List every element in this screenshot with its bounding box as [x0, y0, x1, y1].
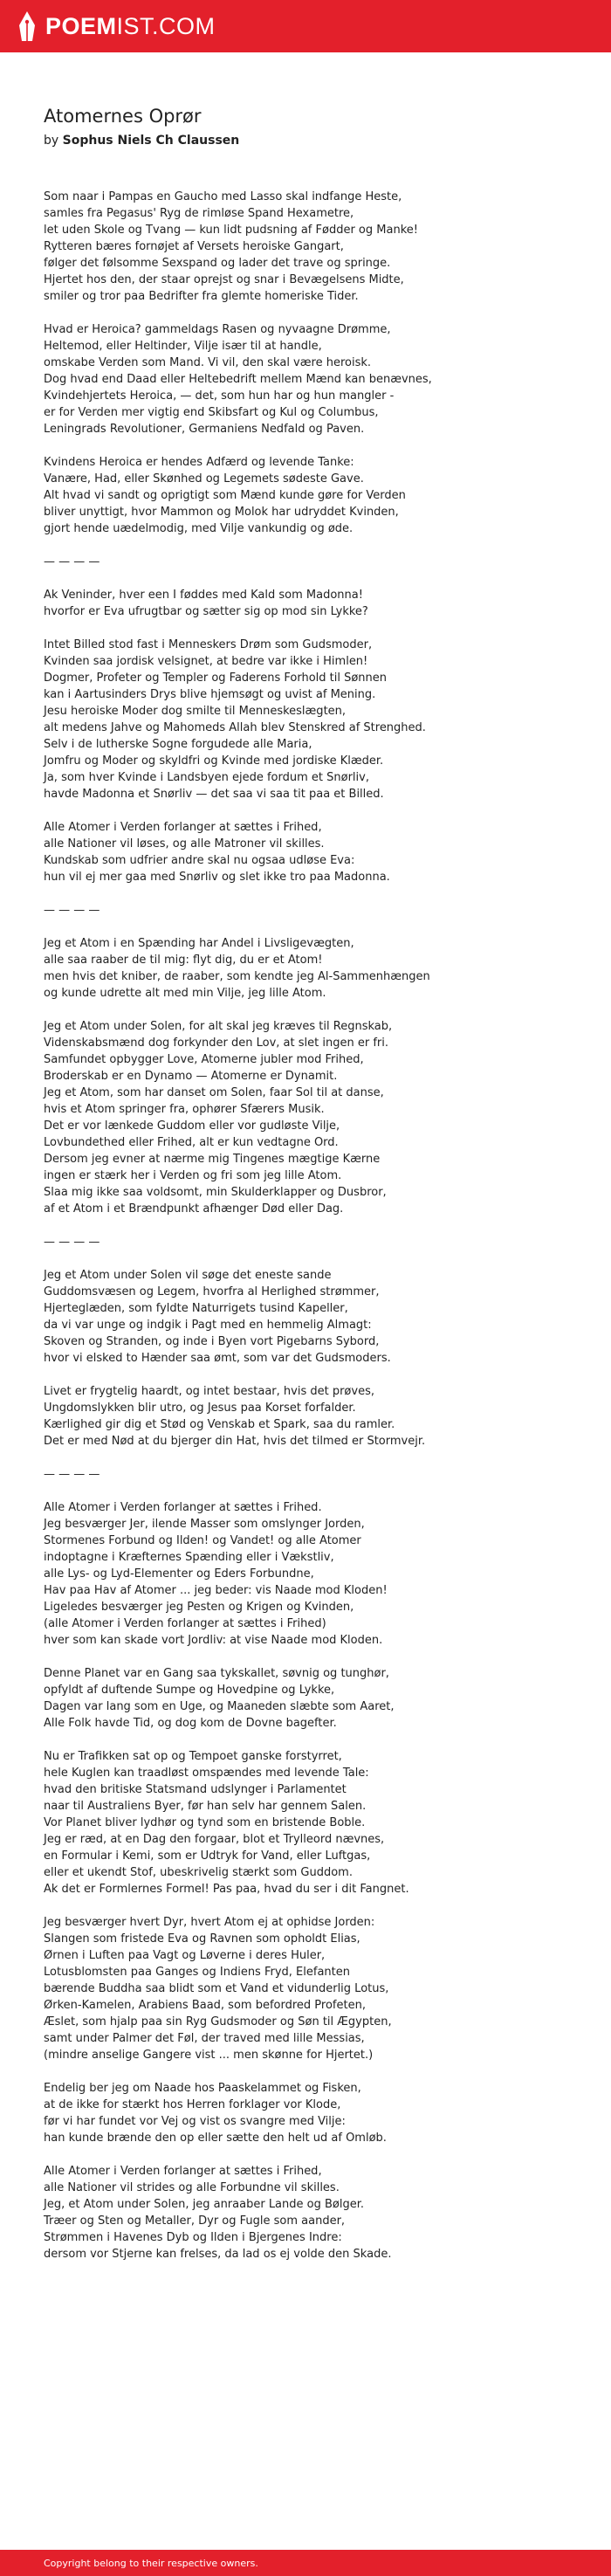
poem-line: Jeg besværger hvert Dyr, hvert Atom ej at ophidse Jorden:	[44, 1916, 375, 1929]
poem-line: Samfundet opbygger Love, Atomerne jubler mod Frihed,	[44, 1053, 364, 1066]
poem-line: hun vil ej mer gaa med Snørliv og slet ikke tro paa Madonna.	[44, 871, 390, 884]
poem-title: Atomernes Oprør	[44, 106, 202, 127]
poem-line: han kunde brænde den op eller sætte den helt ud af Omløb.	[44, 2132, 387, 2145]
site-logo-link[interactable]	[17, 10, 216, 43]
poem-line: Ligeledes besværger jeg Pesten og Krigen og Kvinden,	[44, 1601, 354, 1614]
poem-stanza	[44, 1499, 585, 1649]
poem-line: (mindre anselige Gangere vist ... men skønne for Hjertet.)	[44, 2049, 374, 2062]
poem-stanza	[44, 587, 585, 620]
poem-line: opfyldt af duftende Sumpe og Hovedpine og Lykke,	[44, 1684, 335, 1697]
poem-line: Slaa mig ikke saa voldsomt, min Skulderklapper og Dusbror,	[44, 1186, 387, 1199]
poem-line: hele Kuglen kan traadløst omspændes med levende Tale:	[44, 1767, 369, 1780]
poem-line: hvor vi elsked to Hænder saa ømt, som var det Gudsmoders.	[44, 1352, 391, 1365]
poem-line: Hjerteglæden, som fyldte Naturrigets tusind Kapeller,	[44, 1302, 348, 1315]
poem-line: Jomfru og Moder og skyldfri og Kvinde med jordiske Klæder.	[44, 754, 384, 768]
poem-line: Dogmer, Profeter og Templer og Faderens Forhold til Sønnen	[44, 672, 388, 685]
poem-stanza	[44, 1665, 585, 1732]
poem-line: Jeg er ræd, at en Dag den forgaar, blot et Trylleord nævnes,	[44, 1833, 385, 1846]
poem-line: Jesu heroiske Moder dog smilte til Menneskeslægten,	[44, 705, 347, 718]
poem-line: Lovbundethed eller Frihed, alt er kun vedtagne Ord.	[44, 1136, 339, 1149]
poem-line: Kundskab som udfrier andre skal nu ogsaa udløse Eva:	[44, 854, 355, 867]
poem-line: Hjertet hos den, der staar oprejst og snar i Bevægelsens Midte,	[44, 273, 404, 286]
poem-line: Alt hvad vi sandt og oprigtigt som Mænd kunde gøre for Verden	[44, 489, 406, 502]
poem-line: Jeg et Atom, som har danset om Solen, faar Sol til at danse,	[44, 1086, 384, 1099]
poem-line: — — — —	[44, 1236, 100, 1249]
poem-stanza	[44, 189, 585, 305]
poem-line: men hvis det kniber, de raaber, som kendte jeg Al-Sammenhængen	[44, 970, 430, 983]
by-label: by	[44, 134, 59, 148]
poem-line: Slangen som fristede Eva og Ravnen som opholdt Elias,	[44, 1932, 360, 1946]
poem-line: indoptagne i Kræfternes Spænding eller i Vækstliv,	[44, 1551, 334, 1564]
poem-line: Vor Planet bliver lydhør og tynd som en bristende Boble.	[44, 1816, 366, 1829]
poem-line: — — — —	[44, 904, 100, 917]
poem-line: dersom vor Stjerne kan frelses, da lad os ej volde den Skade.	[44, 2248, 392, 2261]
poem-line: Dagen var lang som en Uge, og Maaneden slæbte som Aaret,	[44, 1700, 395, 1713]
poem-stanza	[44, 819, 585, 885]
poem-line: gjort hende uædelmodig, med Vilje vankundig og øde.	[44, 522, 354, 535]
poem-stanza	[44, 454, 585, 537]
poem-content	[44, 105, 585, 2279]
poem-line: (alle Atomer i Verden forlanger at sættes i Frihed)	[44, 1617, 326, 1630]
poem-line: Ørken-Kamelen, Arabiens Baad, som befordred Profeten,	[44, 1999, 366, 2012]
poem-stanza	[44, 554, 585, 570]
poem-line: Alle Atomer i Verden forlanger at sættes i Frihed,	[44, 2165, 322, 2178]
poem-line: havde Madonna et Snørliv — det saa vi saa tit paa et Billed.	[44, 788, 384, 801]
poem-line: Guddomsvæsen og Legem, hvorfra al Herlighed strømmer,	[44, 1285, 380, 1298]
poem-line: smiler og tror paa Bedrifter fra glemte homeriske Tider.	[44, 290, 359, 303]
footer-bar	[0, 2550, 611, 2576]
poem-line: Kvindehjertets Heroica, — det, som hun har og hun mangler -	[44, 389, 395, 403]
poem-stanza	[44, 935, 585, 1002]
poem-line: af et Atom i et Brændpunkt afhænger Død eller Dag.	[44, 1202, 344, 1216]
author-name[interactable]: Sophus Niels Ch Claussen	[62, 134, 240, 148]
poem-line: Ørnen i Luften paa Vagt og Løverne i deres Huler,	[44, 1949, 326, 1962]
poem-line: Intet Billed stod fast i Menneskers Drøm som Gudsmoder,	[44, 638, 373, 651]
poem-stanza	[44, 2080, 585, 2146]
poem-line: Lotusblomsten paa Ganges og Indiens Fryd, Elefanten	[44, 1966, 350, 1979]
poem-line: eller et ukendt Stof, ubeskrivelig stærkt som Guddom.	[44, 1866, 353, 1879]
poem-line: Jeg besværger Jer, ilende Masser som omslynger Jorden,	[44, 1518, 365, 1531]
poem-line: bærende Buddha saa blidt som et Vand et vidunderlig Lotus,	[44, 1982, 389, 1995]
poem-line: Som naar i Pampas en Gaucho med Lasso skal indfange Heste,	[44, 190, 402, 203]
poem-line: alle Lys- og Lyd-Elementer og Eders Forbundne,	[44, 1567, 314, 1581]
byline	[44, 133, 585, 148]
poem-stanza	[44, 1383, 585, 1450]
poem-line: hver som kan skade vort Jordliv: at vise Naade mod Kloden.	[44, 1634, 383, 1647]
poem-line: Æslet, som hjalp paa sin Ryg Gudsmoder og Søn til Ægypten,	[44, 2015, 392, 2028]
poem-line: naar til Australiens Byer, før han selv har gennem Salen.	[44, 1800, 367, 1813]
poem-line: Kærlighed gir dig et Stød og Venskab et Spark, saa du ramler.	[44, 1418, 395, 1431]
poem-line: Vanære, Had, eller Skønhed og Legemets sødeste Gave.	[44, 472, 364, 486]
poem-stanza	[44, 1018, 585, 1217]
poem-line: Jeg et Atom under Solen, for alt skal jeg kræves til Regnskab,	[44, 1020, 393, 1033]
poem-line: før vi har fundet vor Vej og vist os svangre med Vilje:	[44, 2115, 346, 2128]
poem-line: Det er med Nød at du bjerger din Hat, hvis det tilmed er Stormvejr.	[44, 1435, 426, 1448]
poem-line: Hvad er Heroica? gammeldags Rasen og nyvaagne Drømme,	[44, 323, 391, 336]
poem-line: Denne Planet var en Gang saa tykskallet, søvnig og tunghør,	[44, 1667, 389, 1680]
poem-line: Alle Folk havde Tid, og dog kom de Dovne bagefter.	[44, 1717, 337, 1730]
poem-line: — — — —	[44, 555, 100, 568]
poem-stanza	[44, 1748, 585, 1898]
poem-line: Hav paa Hav af Atomer ... jeg beder: vis Naade mod Kloden!	[44, 1584, 388, 1597]
poem-line: alle Nationer vil strides og alle Forbundne vil skilles.	[44, 2181, 340, 2194]
poem-line: hvorfor er Eva ufrugtbar og sætter sig op mod sin Lykke?	[44, 605, 368, 618]
poem-line: Rytteren bæres fornøjet af Versets heroiske Gangart,	[44, 240, 344, 253]
poem-line: samles fra Pegasus' Ryg de rimløse Spand Hexametre,	[44, 207, 354, 220]
poem-line: Jeg et Atom i en Spænding har Andel i Livsligevægten,	[44, 937, 354, 950]
poem-line: alt medens Jahve og Mahomeds Allah blev Stenskred af Strenghed.	[44, 721, 426, 734]
poem-line: Kvindens Heroica er hendes Adfærd og levende Tanke:	[44, 456, 354, 469]
pen-nib-icon	[17, 10, 37, 43]
site-logo-text: POEMIST.COM	[45, 12, 216, 39]
poem-line: alle saa raaber de til mig: flyt dig, du er et Atom!	[44, 954, 323, 967]
copyright-text: Copyright belong to their respective owners.	[44, 2557, 258, 2569]
poem-line: kan i Aartusinders Drys blive hjemsøgt og uvist af Mening.	[44, 688, 376, 701]
poem-line: Alle Atomer i Verden forlanger at sættes i Frihed.	[44, 1501, 322, 1514]
poem-stanza	[44, 2163, 585, 2263]
poem-line: da vi var unge og indgik i Pagt med en hemmelig Almagt:	[44, 1319, 372, 1332]
poem-line: Livet er frygtelig haardt, og intet bestaar, hvis det prøves,	[44, 1385, 374, 1398]
poem-line: Jeg, et Atom under Solen, jeg anraaber Lande og Bølger.	[44, 2198, 365, 2211]
poem-line: Ja, som hver Kvinde i Landsbyen ejede fordum et Snørliv,	[44, 771, 369, 784]
poem-stanza	[44, 1466, 585, 1483]
poem-stanza	[44, 1234, 585, 1250]
poem-line: Stormenes Forbund og Ilden! og Vandet! og alle Atomer	[44, 1534, 361, 1547]
top-bar	[0, 0, 611, 52]
poem-line: følger det følsomme Sexspand og lader det trave og springe.	[44, 257, 391, 270]
poem-line: Videnskabsmænd dog forkynder den Lov, at slet ingen er fri.	[44, 1037, 388, 1050]
poem-line: Kvinden saa jordisk velsignet, at bedre var ikke i Himlen!	[44, 655, 368, 668]
poem-line: Leningrads Revolutioner, Germaniens Nedfald og Paven.	[44, 423, 365, 436]
poem-body	[44, 189, 585, 2263]
poem-stanza	[44, 902, 585, 919]
poem-line: er for Verden mer vigtig end Skibsfart og Kul og Columbus,	[44, 406, 379, 419]
poem-line: Det er vor lænkede Guddom eller vor gudløste Vilje,	[44, 1119, 340, 1133]
poem-line: let uden Skole og Tvang — kun lidt pudsning af Fødder og Manke!	[44, 224, 418, 237]
poem-line: hvis et Atom springer fra, ophører Sfærers Musik.	[44, 1103, 325, 1116]
poem-line: Nu er Trafikken sat op og Tempoet ganske forstyrret,	[44, 1750, 342, 1763]
poem-line: Træer og Sten og Metaller, Dyr og Fugle som aander,	[44, 2214, 346, 2228]
poem-line: bliver unyttigt, hvor Mammon og Molok har udryddet Kvinden,	[44, 506, 399, 519]
poem-stanza	[44, 1267, 585, 1367]
poem-line: samt under Palmer det Føl, der traved med lille Messias,	[44, 2032, 365, 2045]
poem-line: en Formular i Kemi, som er Udtryk for Vand, eller Luftgas,	[44, 1849, 371, 1863]
poem-stanza	[44, 637, 585, 802]
poem-line: Ungdomslykken blir utro, og Jesus paa Korset forfalder.	[44, 1402, 356, 1415]
poem-line: omskabe Verden som Mand. Vi vil, den skal være heroisk.	[44, 356, 372, 369]
poem-line: hvad den britiske Statsmand udslynger i Parlamentet	[44, 1783, 347, 1796]
poem-line: Broderskab er en Dynamo — Atomerne er Dynamit.	[44, 1070, 338, 1083]
poem-line: Dersom jeg evner at nærme mig Tingenes mægtige Kærne	[44, 1153, 381, 1166]
poem-line: — — — —	[44, 1468, 100, 1481]
poem-line: Endelig ber jeg om Naade hos Paaskelammet og Fisken,	[44, 2082, 361, 2095]
poem-line: Heltemod, eller Heltinder, Vilje især til at handle,	[44, 340, 322, 353]
poem-line: og kunde udrette alt med min Vilje, jeg lille Atom.	[44, 987, 326, 1000]
poem-line: Alle Atomer i Verden forlanger at sættes i Frihed,	[44, 821, 322, 834]
poem-line: Jeg et Atom under Solen vil søge det eneste sande	[44, 1269, 332, 1282]
poem-line: Ak det er Formlernes Formel! Pas paa, hvad du ser i dit Fangnet.	[44, 1883, 409, 1896]
poem-line: Skoven og Stranden, og inde i Byen vort Pigebarns Sybord,	[44, 1335, 380, 1348]
poem-stanza	[44, 1914, 585, 2063]
poem-line: ingen er stærk her i Verden og fri som jeg lille Atom.	[44, 1169, 342, 1182]
poem-line: alle Nationer vil løses, og alle Matroner vil skilles.	[44, 837, 325, 851]
poem-line: Strømmen i Havenes Dyb og Ilden i Bjergenes Indre:	[44, 2231, 342, 2244]
poem-line: Ak Veninder, hver een I føddes med Kald som Madonna!	[44, 589, 363, 602]
poem-line: at de ikke for stærkt hos Herren forklager vor Klode,	[44, 2098, 341, 2111]
poem-line: Selv i de lutherske Sogne forgudede alle Maria,	[44, 738, 312, 751]
poem-line: Dog hvad end Daad eller Heltebedrift mellem Mænd kan benævnes,	[44, 373, 432, 386]
poem-stanza	[44, 321, 585, 437]
